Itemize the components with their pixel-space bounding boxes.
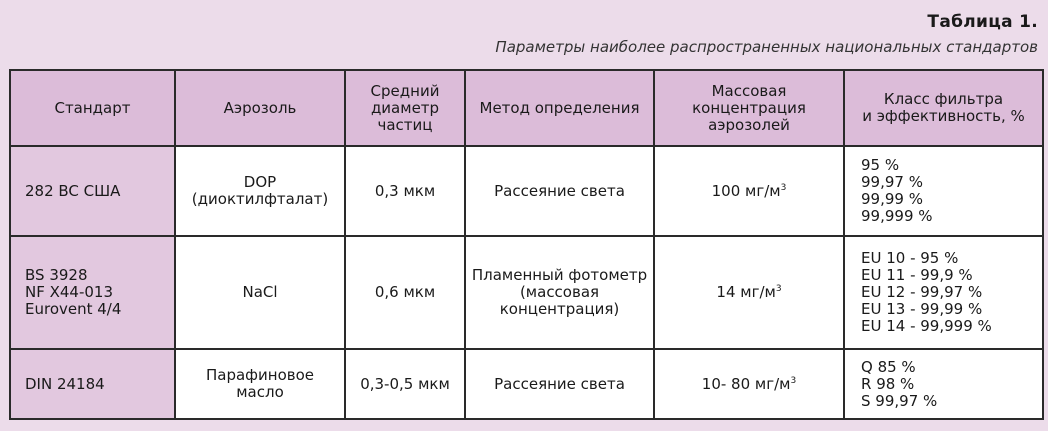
table-row [10,236,1043,349]
cell-diameter [345,349,465,419]
table-row [10,349,1043,419]
concentration-value: 14 мг/м [716,283,776,301]
header-method [465,70,654,146]
cell-line: концентрация) [499,300,620,318]
diameter-value: 0,6 мкм [374,283,436,301]
concentration-exponent: 3 [780,182,787,193]
cell-line: Средний [370,81,440,100]
cell-line: Класс фильтра [883,90,1004,108]
cell-line: (диоктилфталат) [191,190,329,208]
table-header-row [10,70,1043,146]
diameter-value: 0,3-0,5 мкм [360,374,450,393]
standards-table [9,69,1044,420]
cell-line: EU 11 - 99,9 % [861,266,973,284]
cell-line: Метод определения [479,98,640,117]
cell-line: диаметр [370,98,440,117]
cell-diameter [345,236,465,349]
cell-standard [10,236,175,349]
cell-standard [10,146,175,236]
concentration-value: 100 мг/м [711,181,781,200]
cell-method [465,236,654,349]
cell-line: DIN 24184 [25,374,105,393]
cell-line: BS 3928 [25,266,88,284]
cell-standard [10,349,175,419]
cell-line: S 99,97 % [861,391,938,410]
header-standard [10,70,175,146]
cell-line: Eurovent 4/4 [25,300,122,318]
header-concentration [654,70,844,146]
cell-filter-class [844,236,1043,349]
table-caption-title: Таблица 1. [927,12,1038,32]
cell-line: 99,999 % [861,207,933,225]
header-aerosol [175,70,345,146]
cell-line: DOP [243,173,277,191]
cell-line: Q 85 % [861,357,916,376]
cell-aerosol [175,349,345,419]
concentration-exponent: 3 [775,284,782,294]
header-diameter [345,70,465,146]
diameter-value: 0,3 мкм [374,181,436,200]
cell-method [465,146,654,236]
cell-line: Аэрозоль [223,98,297,117]
cell-line: Рассеяние света [494,181,625,200]
cell-line: Пламенный фотометр [471,266,648,284]
cell-line: 99,97 % [861,173,923,191]
cell-line: Массовая [711,81,787,100]
cell-aerosol [175,146,345,236]
cell-line: 99,99 % [861,190,923,208]
cell-filter-class [844,146,1043,236]
cell-line: EU 12 - 99,97 % [861,283,983,301]
cell-line: Рассеяние света [494,374,625,393]
cell-concentration [654,349,844,419]
cell-line: 95 % [861,156,900,174]
cell-line: EU 14 - 99,999 % [861,317,992,335]
cell-line: (массовая [519,283,600,301]
cell-line: R 98 % [861,374,915,393]
cell-line: частиц [377,115,433,134]
cell-line: 282 BC США [25,181,121,200]
cell-line: EU 10 - 95 % [861,249,959,267]
cell-aerosol [175,236,345,349]
cell-concentration [654,236,844,349]
cell-line: аэрозолей [708,115,790,134]
header-filter-class [844,70,1043,146]
cell-line: EU 13 - 99,99 % [861,300,983,318]
table-row [10,146,1043,236]
concentration-value: 10- 80 мг/м [701,374,791,393]
cell-line: и эффективность, % [862,107,1025,125]
cell-method [465,349,654,419]
concentration-exponent: 3 [790,375,797,386]
cell-line: NF X44-013 [25,283,114,301]
cell-line: Парафиновое [206,366,314,384]
cell-line: Стандарт [54,98,131,117]
cell-diameter [345,146,465,236]
table-caption-subtitle: Параметры наиболее распространенных национальных стандартов [495,38,1038,56]
cell-line: концентрация [692,98,806,117]
cell-filter-class [844,349,1043,419]
cell-line: масло [236,383,284,401]
cell-concentration [654,146,844,236]
cell-line: NaCl [242,283,278,301]
